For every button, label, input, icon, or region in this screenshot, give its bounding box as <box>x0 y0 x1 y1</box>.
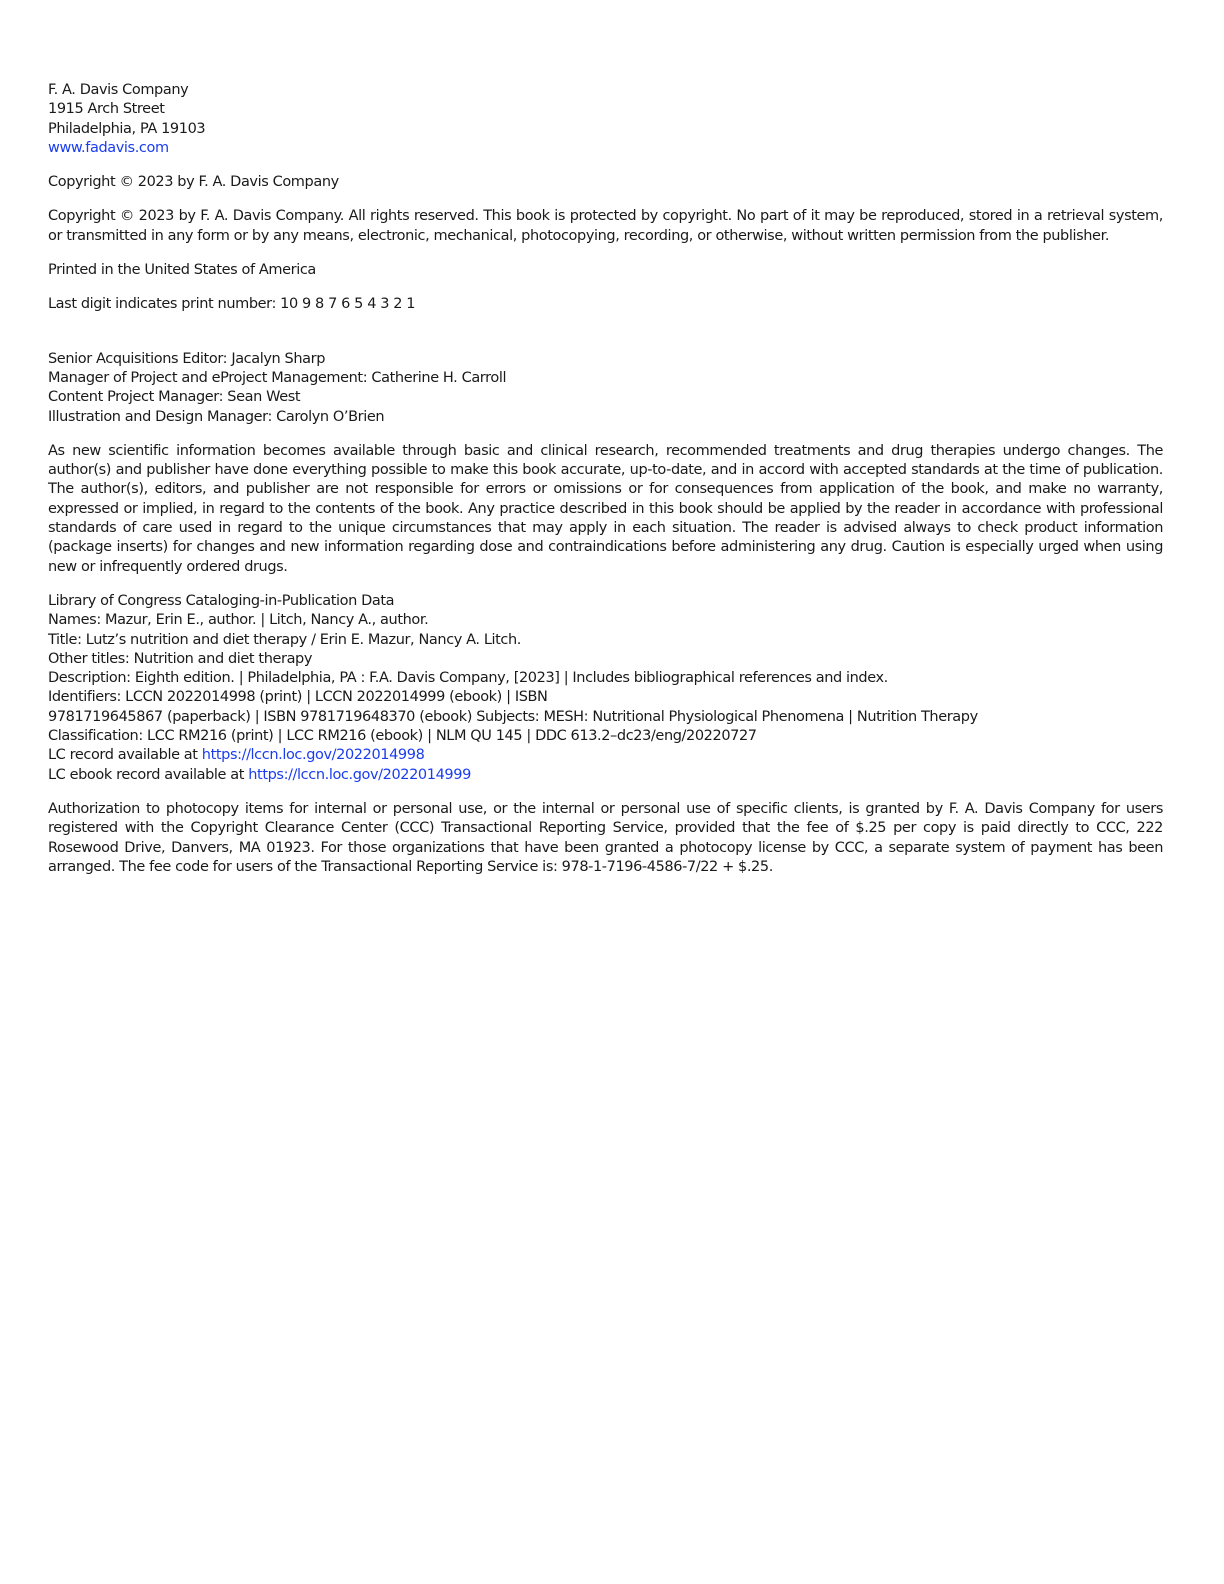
printed-in-text: Printed in the United States of America <box>48 262 316 279</box>
printed-in <box>48 261 1163 280</box>
cip-ebook-record <box>48 766 1163 785</box>
publisher-address <box>48 81 1163 158</box>
copyright-text: Copyright © 2023 by F. A. Davis Company <box>48 174 339 191</box>
cip-record-link[interactable]: https://lccn.loc.gov/2022014998 <box>201 747 425 764</box>
credit-project-manager: Manager of Project and eProject Management: Catherine H. Carroll <box>48 369 507 386</box>
cip-identifiers: Identifiers: LCCN 2022014998 (print) | LCCN 2022014999 (ebook) | ISBN <box>48 689 548 706</box>
cip-title: Title: Lutz’s nutrition and diet therapy / Erin E. Mazur, Nancy A. Litch. <box>48 631 521 648</box>
rights-paragraph: Copyright © 2023 by F. A. Davis Company. All rights reserved. This book is protected by copyright. No part of it may be reproduced, stored in a retrieval system, or transmitted in any form or by any means, electronic, mechanical, photocopying, recording, or otherwise, without written permission from the publisher. <box>48 208 1163 244</box>
disclaimer-paragraph: As new scientific information becomes available through basic and clinical research, recommended treatments and drug therapies undergo changes. The author(s) and publisher have done everything possible to make this book accurate, up-to-date, and in accord with accepted standards at the time of publication. The author(s), editors, and publisher are not responsible for errors or omissions or for consequences from application of the book, and make no warranty, expressed or implied, in regard to the contents of the book. Any practice described in this book should be applied by the reader in accordance with professional standards of care used in regard to the unique circumstances that may apply in each situation. The reader is advised always to check product information (package inserts) for changes and new information regarding dose and contraindications before administering any drug. Caution is especially urged when using new or infrequently ordered drugs. <box>48 442 1163 575</box>
print-number <box>48 295 1163 314</box>
credit-acquisitions-editor: Senior Acquisitions Editor: Jacalyn Sharp <box>48 350 325 367</box>
cip-data <box>48 592 1163 785</box>
print-number-text: Last digit indicates print number: 10 9 8 7 6 5 4 3 2 1 <box>48 296 416 313</box>
authorization-paragraph: Authorization to photocopy items for internal or personal use, or the internal or personal use of specific clients, is granted by F. A. Davis Company for users registered with the Copyright Clearance Center (CCC) Transactional Reporting Service, provided that the fee of $.25 per copy is paid directly to CCC, 222 Rosewood Drive, Danvers, MA 01923. For those organizations that have been granted a photocopy license by CCC, a separate system of payment has been arranged. The fee code for users of the Transactional Reporting Service is: 978-1-7196-4586-7/22 + $.25. <box>48 800 1163 875</box>
credit-design-manager: Illustration and Design Manager: Carolyn O’Brien <box>48 408 385 425</box>
cip-names: Names: Mazur, Erin E., author. | Litch, Nancy A., author. <box>48 612 429 629</box>
credits-list <box>48 350 1163 427</box>
copyright-line <box>48 173 1163 192</box>
publisher-name: F. A. Davis Company <box>48 82 189 98</box>
copyright-page <box>48 81 1163 892</box>
publisher-street: 1915 Arch Street <box>48 101 165 118</box>
cip-heading: Library of Congress Cataloging-in-Publication Data <box>48 592 395 609</box>
credit-content-manager: Content Project Manager: Sean West <box>48 389 301 406</box>
cip-classification: Classification: LCC RM216 (print) | LCC RM216 (ebook) | NLM QU 145 | DDC 613.2–dc23/eng/20220727 <box>48 728 757 745</box>
publisher-website-link[interactable]: www.fadavis.com <box>48 139 169 156</box>
cip-identifiers-continued: 9781719645867 (paperback) | ISBN 9781719648370 (ebook) Subjects: MESH: Nutritional Physiological Phenomena | Nutrition Therapy <box>48 708 978 725</box>
publisher-city: Philadelphia, PA 19103 <box>48 120 206 137</box>
cip-ebook-record-link[interactable]: https://lccn.loc.gov/2022014999 <box>248 766 471 783</box>
cip-record <box>48 746 1163 765</box>
cip-ebook-record-label: LC ebook record available at <box>48 766 249 783</box>
cip-description: Description: Eighth edition. | Philadelphia, PA : F.A. Davis Company, [2023] | Includes bibliographical references and index. <box>48 670 888 687</box>
cip-other-titles: Other titles: Nutrition and diet therapy <box>48 650 313 667</box>
cip-record-label: LC record available at <box>48 747 202 764</box>
